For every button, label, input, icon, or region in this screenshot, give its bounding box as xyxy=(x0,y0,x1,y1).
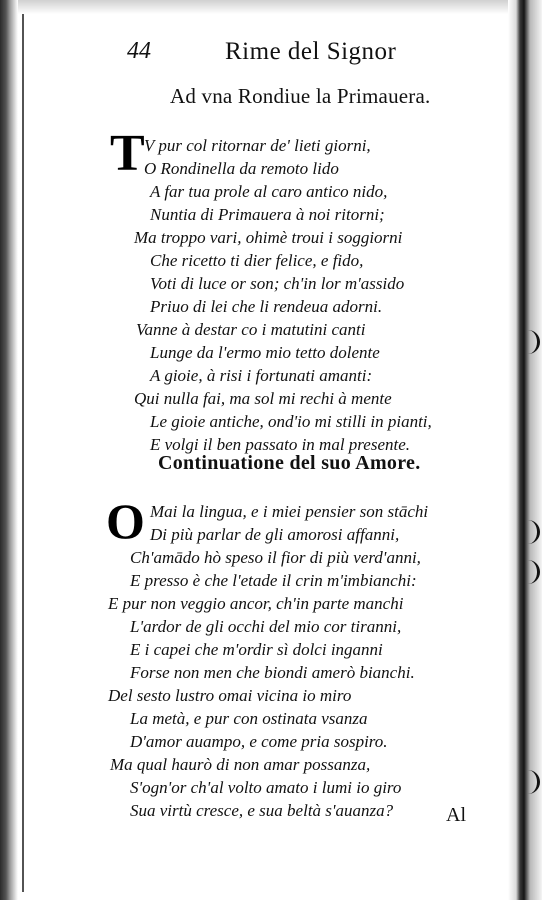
verse-line: Forse non men che biondi amerò bianchi. xyxy=(130,663,415,682)
verse-line: E pur non veggio ancor, ch'in parte manchi xyxy=(108,594,404,613)
verse-line: Nuntia di Primauera à noi ritorni; xyxy=(150,205,385,224)
verse-line: E i capei che m'ordir sì dolci inganni xyxy=(130,640,383,659)
verse-line: V pur col ritornar de' lieti giorni, xyxy=(144,136,371,155)
verse-line: Ch'amādo hò speso il fior di più verd'anni, xyxy=(130,548,421,567)
edge-mark xyxy=(527,560,540,584)
verse-line: Ma troppo vari, ohimè troui i soggiorni xyxy=(134,228,403,247)
page-header xyxy=(26,38,508,72)
verse-line: Le gioie antiche, ond'io mi stilli in pianti, xyxy=(150,412,432,431)
poem2-verse xyxy=(106,500,429,822)
edge-mark xyxy=(527,770,540,794)
edge-mark xyxy=(527,330,540,354)
verse-line: O Rondinella da remoto lido xyxy=(144,159,339,178)
running-title: Rime del Signor xyxy=(225,38,397,65)
verse-line: A gioie, à risi i fortunati amanti: xyxy=(150,366,373,385)
verse-line: S'ogn'or ch'al volto amato i lumi io giro xyxy=(130,778,402,797)
verse-line: La metà, e pur con ostinata vsanza xyxy=(130,709,368,728)
verse-line: D'amor auampo, e come pria sospiro. xyxy=(130,732,388,751)
book-page xyxy=(26,0,508,900)
verse-line: L'ardor de gli occhi del mio cor tiranni, xyxy=(130,617,402,636)
catchword: Al xyxy=(446,804,466,826)
right-page-edge xyxy=(508,0,542,900)
poem1-verse xyxy=(110,134,432,456)
verse-line: Priuo di lei che li rendeua adorni. xyxy=(150,297,383,316)
verse-line: Di più parlar de gli amorosi affanni, xyxy=(150,525,400,544)
poem1-title: Ad vna Rondiue la Primauera. xyxy=(170,84,431,108)
poem2-title: Continuatione del suo Amore. xyxy=(158,452,421,474)
verse-line: Del sesto lustro omai vicina io miro xyxy=(108,686,352,705)
page-number: 44 xyxy=(127,38,151,64)
verse-line: Qui nulla fai, ma sol mi rechi à mente xyxy=(134,389,392,408)
verse-line: Ma qual haurò di non amar possanza, xyxy=(110,755,371,774)
verse-line: A far tua prole al caro antico nido, xyxy=(150,182,388,201)
poem1-drop-cap: T xyxy=(110,125,145,182)
verse-line: Sua virtù cresce, e sua beltà s'auanza? xyxy=(130,801,394,820)
page-edge-line xyxy=(22,8,24,892)
verse-line: Vanne à destar co i matutini canti xyxy=(136,320,366,339)
verse-line: Lunge da l'ermo mio tetto dolente xyxy=(150,343,380,362)
verse-line: E presso è che l'etade il crin m'imbianchi: xyxy=(130,571,417,590)
verse-line: Mai la lingua, e i miei pensier son stāchi xyxy=(150,502,429,521)
verse-line: E volgi il ben passato in mal presente. xyxy=(150,435,411,454)
edge-mark xyxy=(527,520,540,544)
poem2-drop-cap: O xyxy=(106,493,145,549)
verse-line: Che ricetto ti dier felice, e fido, xyxy=(150,251,364,270)
binding-gutter xyxy=(0,0,18,900)
verse-line: Voti di luce or son; ch'in lor m'assido xyxy=(150,274,405,293)
